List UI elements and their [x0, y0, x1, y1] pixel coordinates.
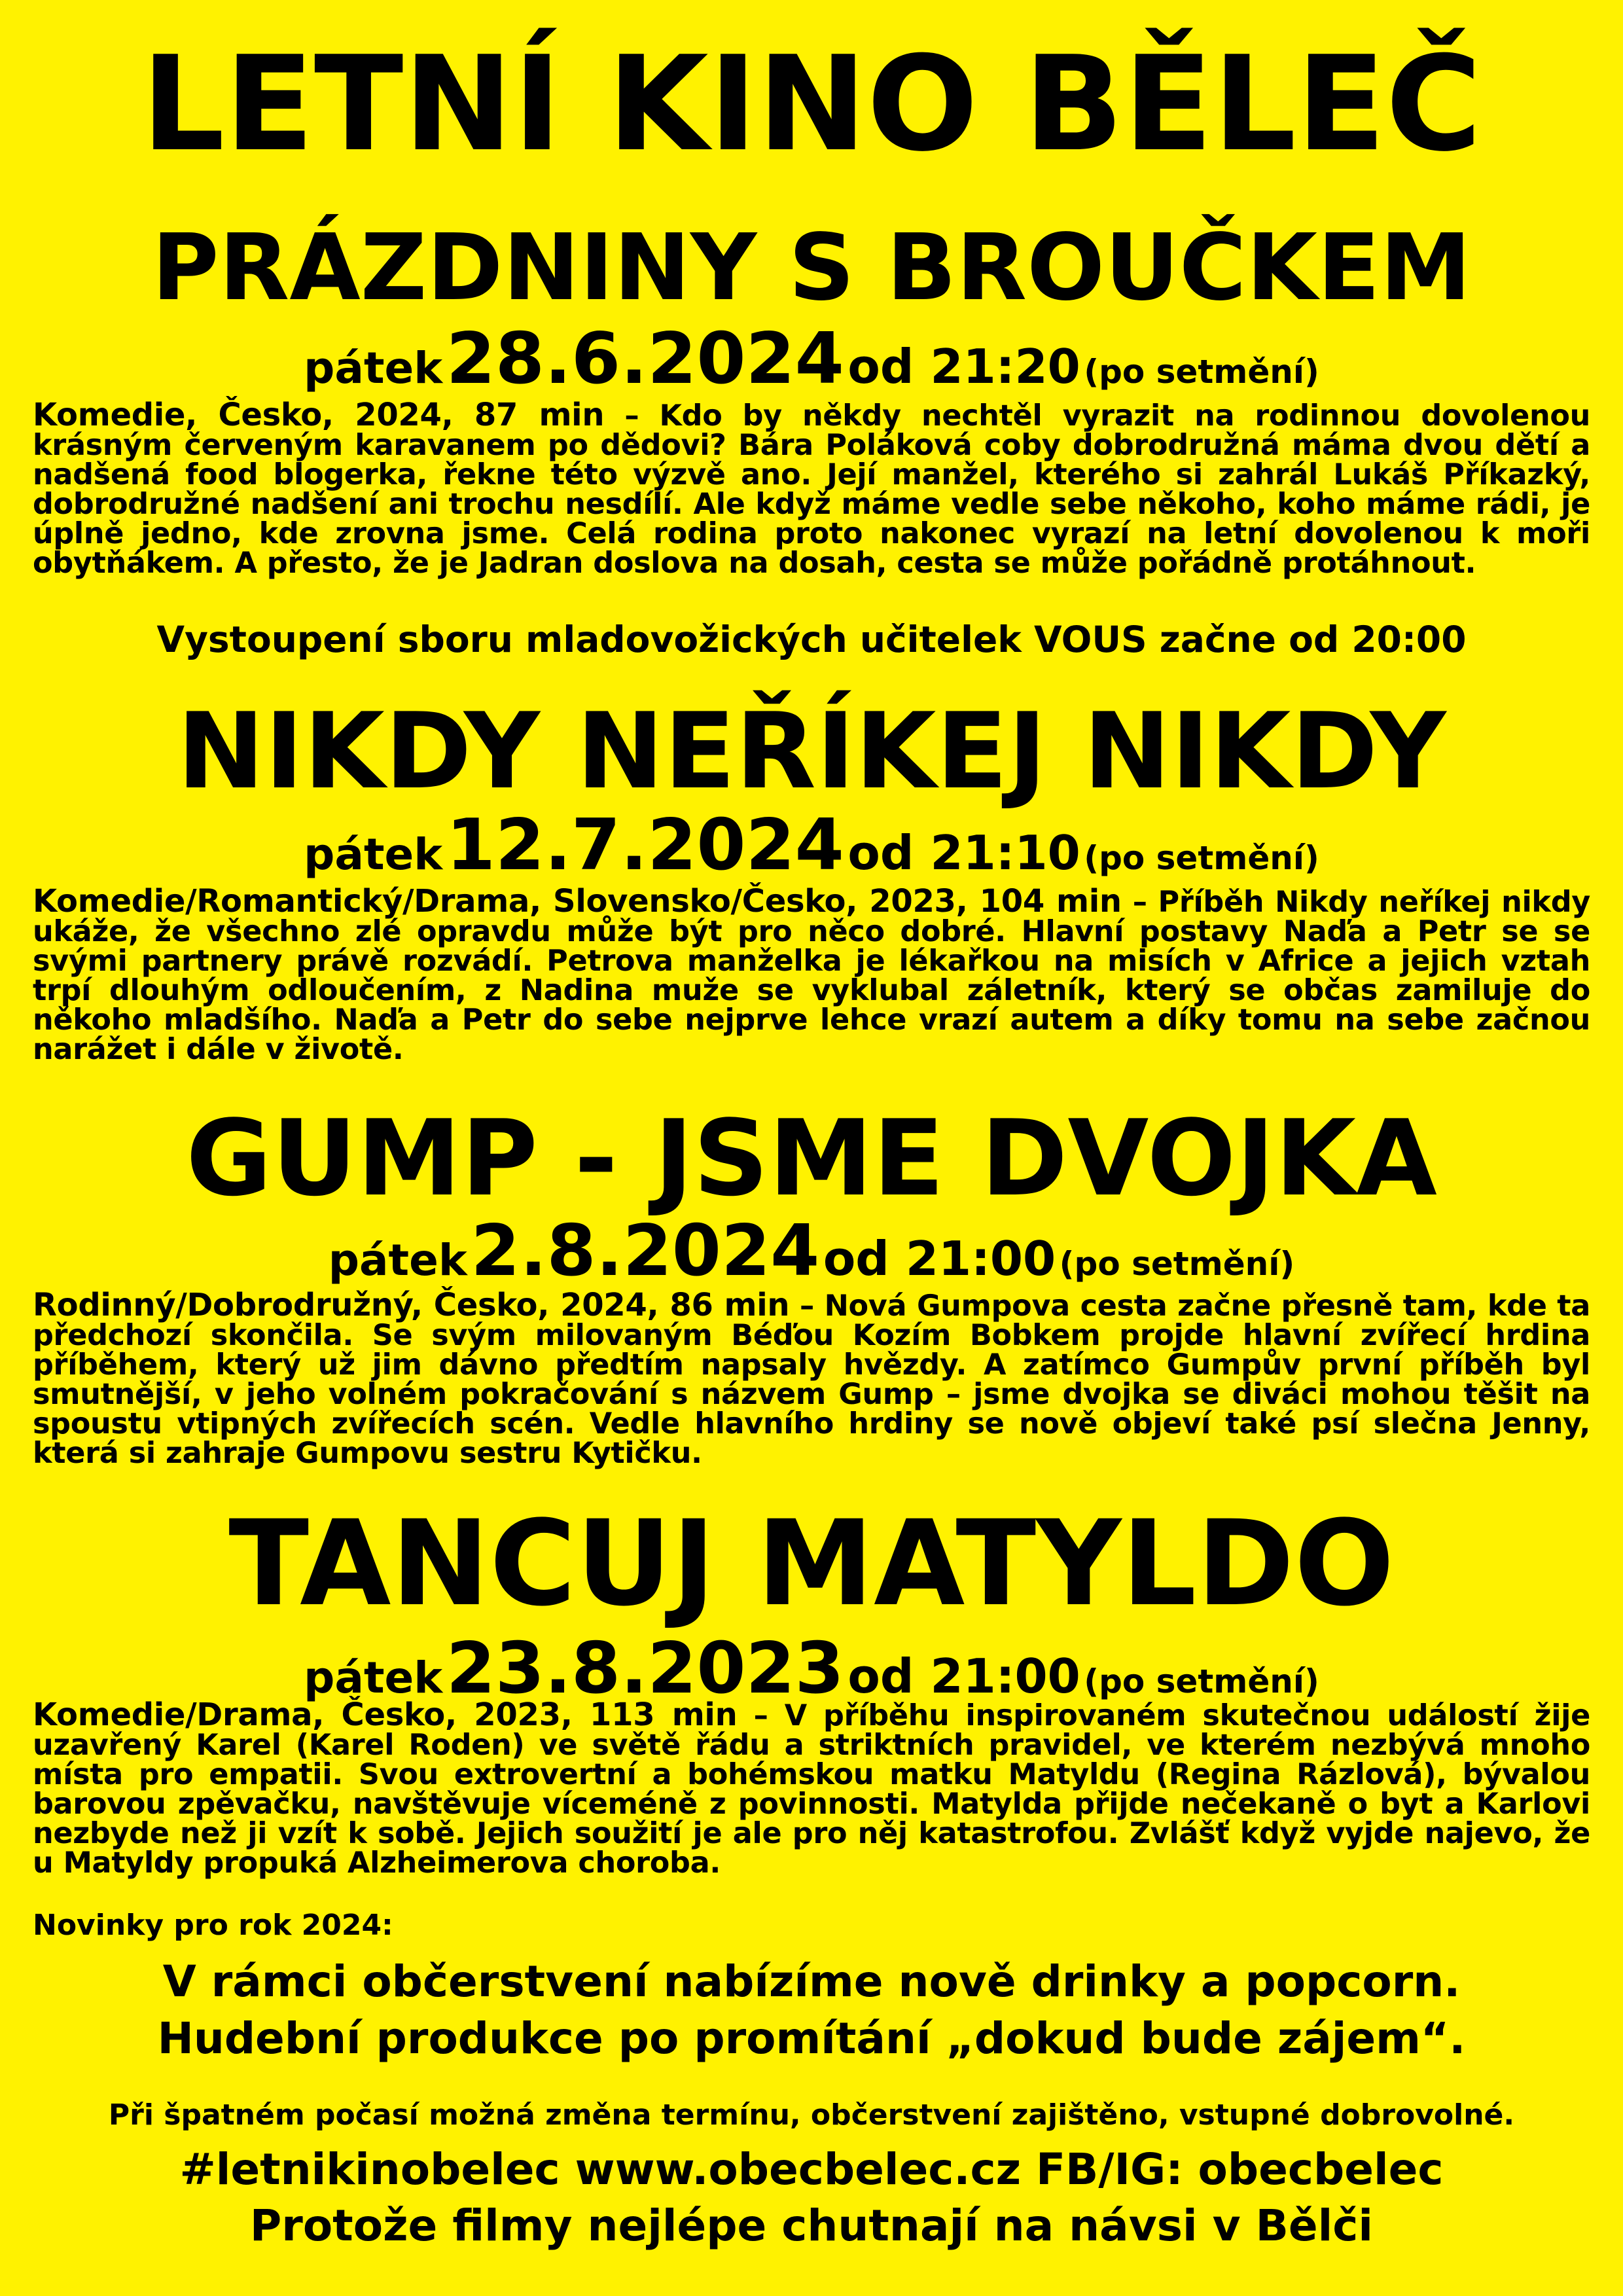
- film-description: [33, 1696, 1590, 1880]
- film-date-line: [0, 1210, 1623, 1292]
- film-extra-note: Vystoupení sboru mladovožických učitelek VOUS začne od 20:00: [156, 619, 1467, 660]
- film-date: 28.6.2024: [446, 318, 844, 400]
- film-note: (po setmění): [1084, 1662, 1319, 1700]
- film-date: 12.7.2024: [446, 804, 844, 886]
- film-title: PRÁZDNINY S BROUČKEM: [152, 215, 1471, 321]
- film-date-line: [0, 318, 1623, 400]
- news-heading: Novinky pro rok 2024:: [33, 1909, 393, 1942]
- film-day: pátek: [304, 1653, 443, 1703]
- film-date: 2.8.2024: [471, 1210, 820, 1292]
- film-day: pátek: [304, 829, 443, 880]
- film-synopsis: – V příběhu inspirovaném skutečnou událostí žije uzavřený Karel (Karel Roden) ve světě řádu a striktních pravidel, ve kterém nezbývá mnoho místa pro empatii. Svou extrovertní a bohémskou matku Matyldu (Regina Rázlová), bývalou barovou zpěvačku, navštěvuje víceméně z povinnosti. Matylda přijde nečekaně o byt a Karlovi nezbyde než ji vzít k sobě. Jejich soužití je ale pro něj katastrofou. Zvlášť když vyjde najevo, že u Matyldy propuká Alzheimerova choroba.: [33, 1699, 1590, 1880]
- film-day: pátek: [304, 343, 443, 393]
- footer-links: #letnikinobelec www.obecbelec.cz FB/IG: obecbelec: [179, 2144, 1444, 2195]
- film-description: [33, 1287, 1590, 1470]
- news-line: Hudební produkce po promítání „dokud bude zájem“.: [157, 2013, 1466, 2064]
- film-date-line: [0, 1628, 1623, 1710]
- film-description: [33, 883, 1590, 1066]
- film-info: Rodinný/Dobrodružný, Česko, 2024, 86 min: [33, 1287, 790, 1323]
- film-info: Komedie/Romantický/Drama, Slovensko/Česko, 2023, 104 min: [33, 883, 1122, 920]
- film-date: 23.8.2023: [446, 1628, 844, 1710]
- film-time: od 21:10: [847, 825, 1080, 880]
- film-title: NIKDY NEŘÍKEJ NIKDY: [177, 690, 1446, 812]
- film-note: (po setmění): [1084, 839, 1319, 877]
- film-info: Komedie, Česko, 2024, 87 min: [33, 397, 605, 433]
- film-time: od 21:00: [847, 1649, 1080, 1704]
- news-line: V rámci občerstvení nabízíme nově drinky a popcorn.: [162, 1956, 1461, 2007]
- footer-slogan: Protože filmy nejlépe chutnají na návsi v Bělči: [249, 2200, 1374, 2251]
- film-synopsis: – Nová Gumpova cesta začne přesně tam, kde ta předchozí skončila. Se svým milovaným Béďou Kozím Bobkem projde hlavní zvířecí hrdina příběhem, který už jim dávno předtím napsaly hvězdy. A zatímco Gumpův první příběh byl smutnější, v jeho volném pokračování s názvem Gump – jsme dvojka se diváci mohou těšit na spoustu vtipných zvířecích scén. Vedle hlavního hrdiny se nově objeví také psí slečna Jenny, která si zahraje Gumpovu sestru Kytičku.: [33, 1289, 1590, 1470]
- film-time: od 21:20: [847, 339, 1080, 394]
- film-title: GUMP - JSME DVOJKA: [186, 1097, 1437, 1219]
- film-note: (po setmění): [1084, 353, 1319, 391]
- film-title: TANCUJ MATYLDO: [228, 1496, 1395, 1632]
- film-synopsis: – Příběh Nikdy neříkej nikdy ukáže, že všechno zlé opravdu může být pro něco dobré. Hlavní postavy Naďa a Petr se se svými partnery právě rozvádí. Petrova manželka je lékařkou na misích v Africe a jejich vztah trpí dlouhým odloučením, z Nadina muže se vyklubal záletník, který se občas zamiluje do někoho mladšího. Naďa a Petr do sebe nejprve lehce vrazí autem a díky tomu na sebe začnou narážet i dále v životě.: [33, 886, 1590, 1066]
- film-date-line: [0, 804, 1623, 886]
- film-day: pátek: [328, 1235, 467, 1285]
- film-description: [33, 397, 1590, 580]
- film-note: (po setmění): [1059, 1245, 1295, 1283]
- film-info: Komedie/Drama, Česko, 2023, 113 min: [33, 1696, 738, 1733]
- poster-title: LETNÍ KINO BĚLEČ: [141, 28, 1482, 181]
- film-time: od 21:00: [823, 1231, 1056, 1286]
- film-synopsis: – Kdo by někdy nechtěl vyrazit na rodinnou dovolenou krásným červeným karavanem po dědovi? Bára Poláková coby dobrodružná máma dvou dětí a nadšená food blogerka, řekne této výzvě ano. Její manžel, kterého si zahrál Lukáš Příkazký, dobrodružné nadšení ani trochu nesdílí. Ale když máme vedle sebe někoho, koho máme rádi, je úplně jedno, kde zrovna jsme. Celá rodina proto nakonec vyrazí na letní dovolenou k moři obytňákem. A přesto, že je Jadran doslova na dosah, cesta se může pořádně protáhnout.: [33, 399, 1590, 580]
- footer-info: Při špatném počasí možná změna termínu, občerstvení zajištěno, vstupné dobrovolné.: [108, 2098, 1515, 2132]
